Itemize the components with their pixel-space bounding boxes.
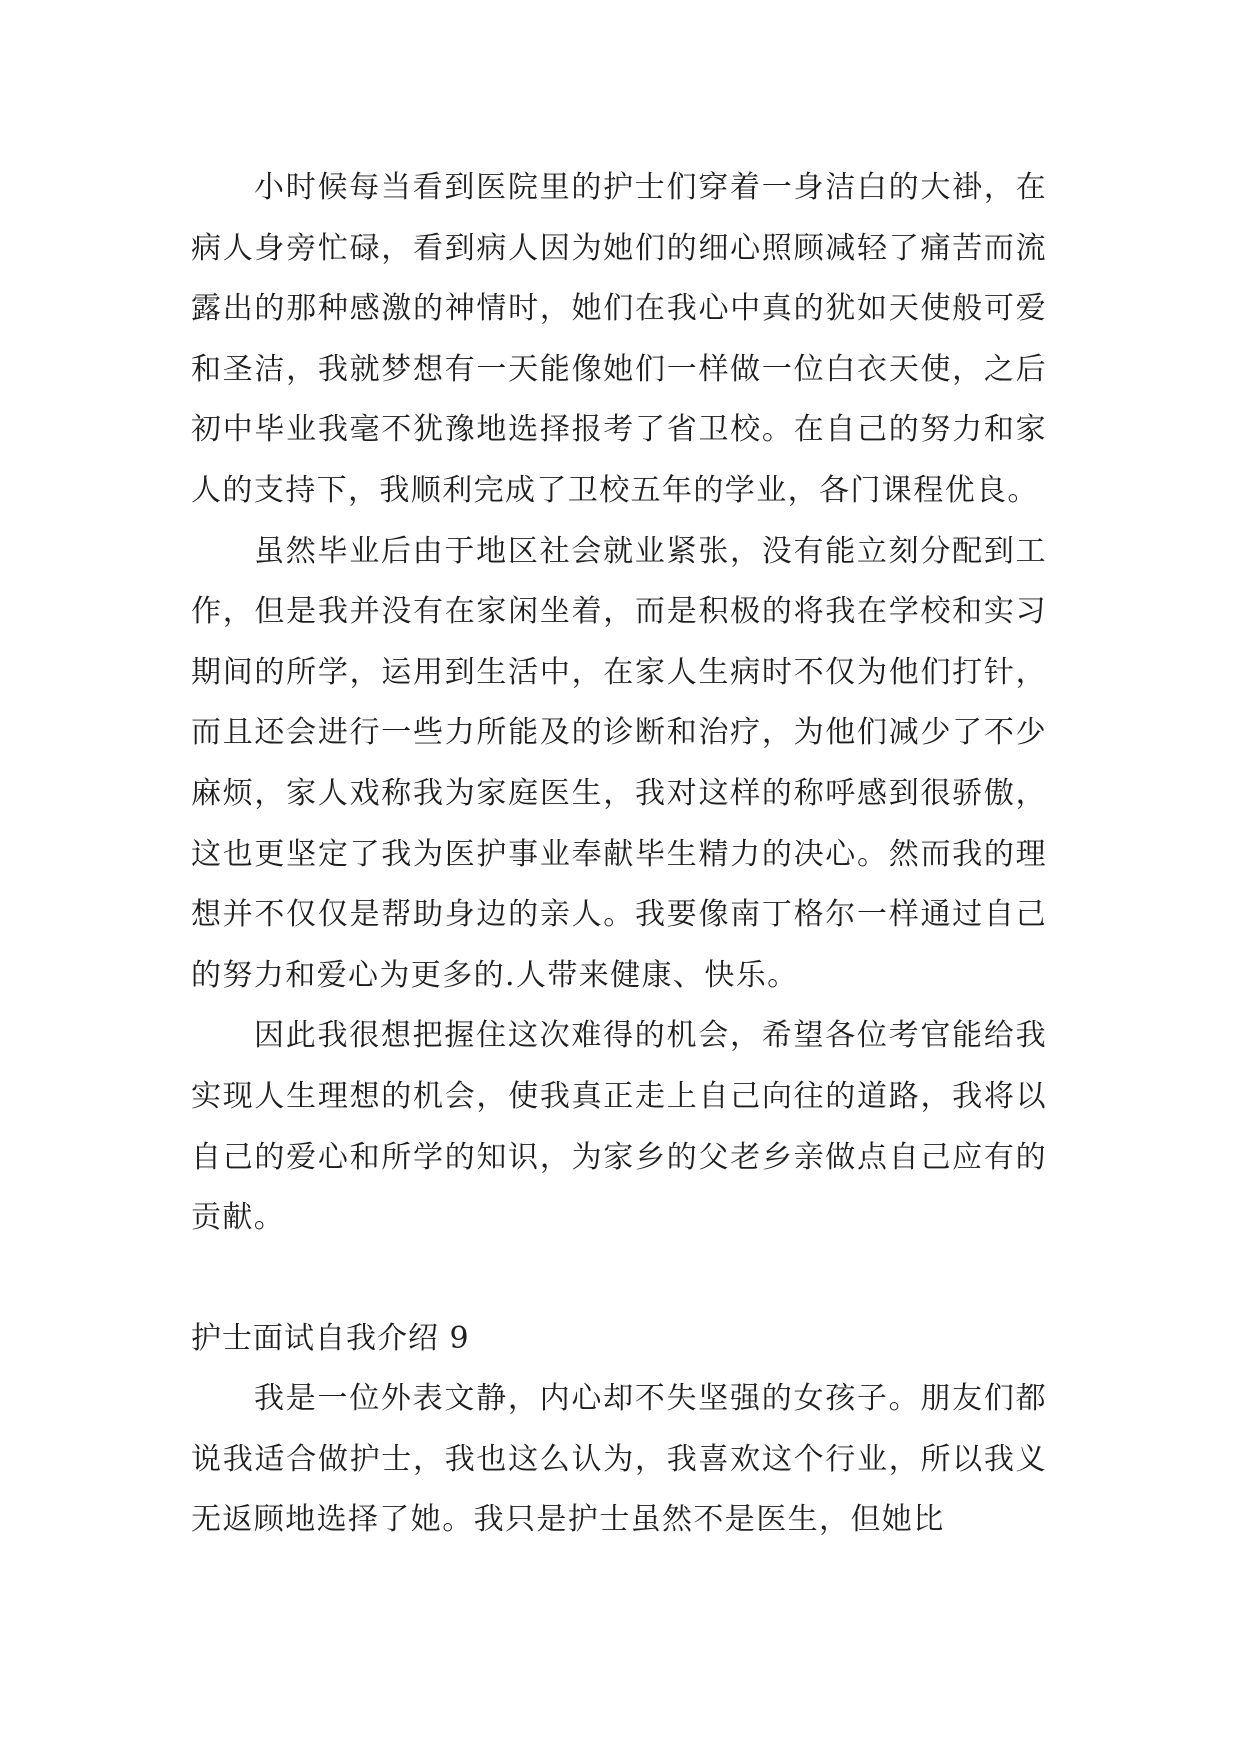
section-heading: 护士面试自我介绍 9 <box>191 1320 470 1356</box>
paragraph: 小时候每当看到医院里的护士们穿着一身洁白的大褂，在病人身旁忙碌，看到病人因为她们的细心照顾减轻了痛苦而流露出的那种感激的神情时，她们在我心中真的犹如天使般可爱和圣洁，我就梦想有一天能像她们一样做一位白衣天使，之后初中毕业我毫不犹豫地选择报考了省卫校。在自己的努力和家人的支持下，我顺利完成了卫校五年的学业，各门课程优良。 <box>191 170 1047 508</box>
paragraph: 我是一位外表文静，内心却不失坚强的女孩子。朋友们都说我适合做护士，我也这么认为，我喜欢这个行业，所以我义无返顾地选择了她。我只是护士虽然不是医生，但她比 <box>191 1381 1047 1538</box>
paragraph: 因此我很想把握住这次难得的机会，希望各位考官能给我实现人生理想的机会，使我真正走上自己向往的道路，我将以自己的爱心和所学的知识，为家乡的父老乡亲做点自己应有的贡献。 <box>191 1018 1047 1236</box>
document-body <box>191 158 1047 1551</box>
paragraph: 虽然毕业后由于地区社会就业紧张，没有能立刻分配到工作，但是我并没有在家闲坐着，而是积极的将我在学校和实习期间的所学，运用到生活中，在家人生病时不仅为他们打针，而且还会进行一些力所能及的诊断和治疗，为他们减少了不少麻烦，家人戏称我为家庭医生，我对这样的称呼感到很骄傲，这也更坚定了我为医护事业奉献毕生精力的决心。然而我的理想并不仅仅是帮助身边的亲人。我要像南丁格尔一样通过自己的努力和爱心为更多的.人带来健康、快乐。 <box>191 533 1047 993</box>
